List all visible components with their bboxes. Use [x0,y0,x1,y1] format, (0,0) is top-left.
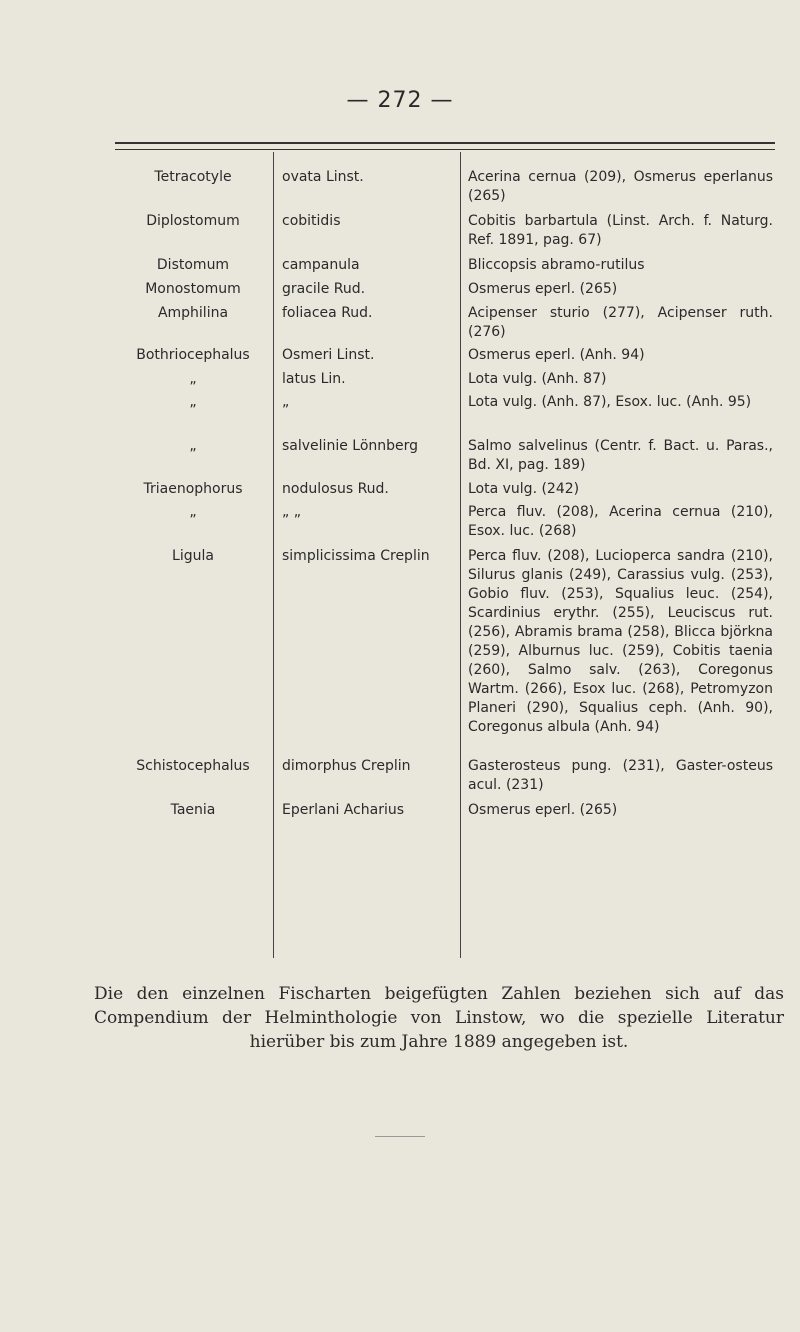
genus-cell: „ [189,504,197,520]
table-row [115,280,775,297]
species-cell: „ „ [282,504,301,520]
hosts-cell: Acipenser sturio (277), Acipenser ruth. (276) [468,305,773,340]
species-cell: simplicissima Creplin [282,548,430,564]
hosts-cell: Osmerus eperl. (Anh. 94) [468,347,645,363]
column-divider-left [273,152,274,958]
hosts-cell: Gasterosteus pung. (231), Gaster-osteus acul. (231) [468,758,773,793]
table-row [115,168,775,204]
table-row [115,370,775,387]
genus-cell: „ [189,394,197,410]
bottom-rule [375,1136,425,1137]
table-row [115,393,775,410]
genus-cell: Triaenophorus [143,481,243,497]
species-cell: latus Lin. [282,371,346,387]
hosts-cell: Cobitis barbartula (Linst. Arch. f. Naturg. Ref. 1891, pag. 67) [468,213,773,248]
table-row [115,346,775,363]
hosts-cell: Perca fluv. (208), Acerina cernua (210), Esox. luc. (268) [468,504,773,539]
genus-cell: Ligula [172,548,214,564]
table-row [115,437,775,473]
hosts-cell: Bliccopsis abramo-rutilus [468,257,645,273]
table-row [115,480,775,497]
genus-cell: Diplostomum [146,213,240,229]
genus-cell: Tetracotyle [154,169,232,185]
species-cell: foliacea Rud. [282,305,373,321]
hosts-cell: Lota vulg. (242) [468,481,580,497]
species-cell: nodulosus Rud. [282,481,389,497]
footnote: Die den einzelnen Fischarten beigefügten Zahlen beziehen sich auf das Compendium der Helminthologie von Linstow, wo die spezielle Literatur hierüber bis zum Jahre 1889 angegeben ist. [94,984,784,1052]
table-row [115,304,775,340]
table-row [115,757,775,793]
species-cell: Eperlani Acharius [282,802,405,818]
hosts-cell: Osmerus eperl. (265) [468,281,618,297]
hosts-cell: Lota vulg. (Anh. 87), Esox. luc. (Anh. 95) [468,394,752,410]
table-top-rule [115,142,775,144]
species-cell: ovata Linst. [282,169,364,185]
hosts-cell: Perca fluv. (208), Lucioperca sandra (210), Silurus glanis (249), Carassius vulg. (253), Gobio fluv. (253), Squalius leuc. (254), Scardinius erythr. (255), Leuciscus rut. (256), Abramis brama (258), Blicca björkna (259), Alburnus luc. (259), Cobitis taenia (260), Salmo salv. (263), Coregonus Wartm. (266), Esox luc. (268), Petromyzon Planeri (290), Squalius ceph. (Anh. 90), Coregonus albula (Anh. 94) [468,548,773,735]
genus-cell: „ [189,371,197,387]
table-second-rule [115,149,775,150]
hosts-cell: Salmo salvelinus (Centr. f. Bact. u. Paras., Bd. XI, pag. 189) [468,438,773,473]
species-cell: salvelinie Lönnberg [282,438,419,454]
genus-cell: Taenia [170,802,216,818]
table-row [115,801,775,818]
species-cell: campanula [282,257,360,273]
genus-cell: Monostomum [145,281,241,297]
genus-cell: Schistocephalus [136,758,250,774]
species-cell: Osmeri Linst. [282,347,375,363]
hosts-cell: Osmerus eperl. (265) [468,802,618,818]
page-number: — 272 — [346,88,454,113]
hosts-cell: Acerina cernua (209), Osmerus eperlanus (265) [468,169,773,204]
table-row [115,547,775,735]
table-row [115,212,775,248]
species-cell: dimorphus Creplin [282,758,411,774]
table-row [115,256,775,273]
species-cell: cobitidis [282,213,341,229]
genus-cell: Distomum [156,257,230,273]
hosts-cell: Lota vulg. (Anh. 87) [468,371,607,387]
species-cell: gracile Rud. [282,281,366,297]
table-row [115,503,775,539]
species-cell: „ [282,394,290,410]
genus-cell: Bothriocephalus [136,347,250,363]
genus-cell: Amphilina [157,305,229,321]
genus-cell: „ [189,438,197,454]
